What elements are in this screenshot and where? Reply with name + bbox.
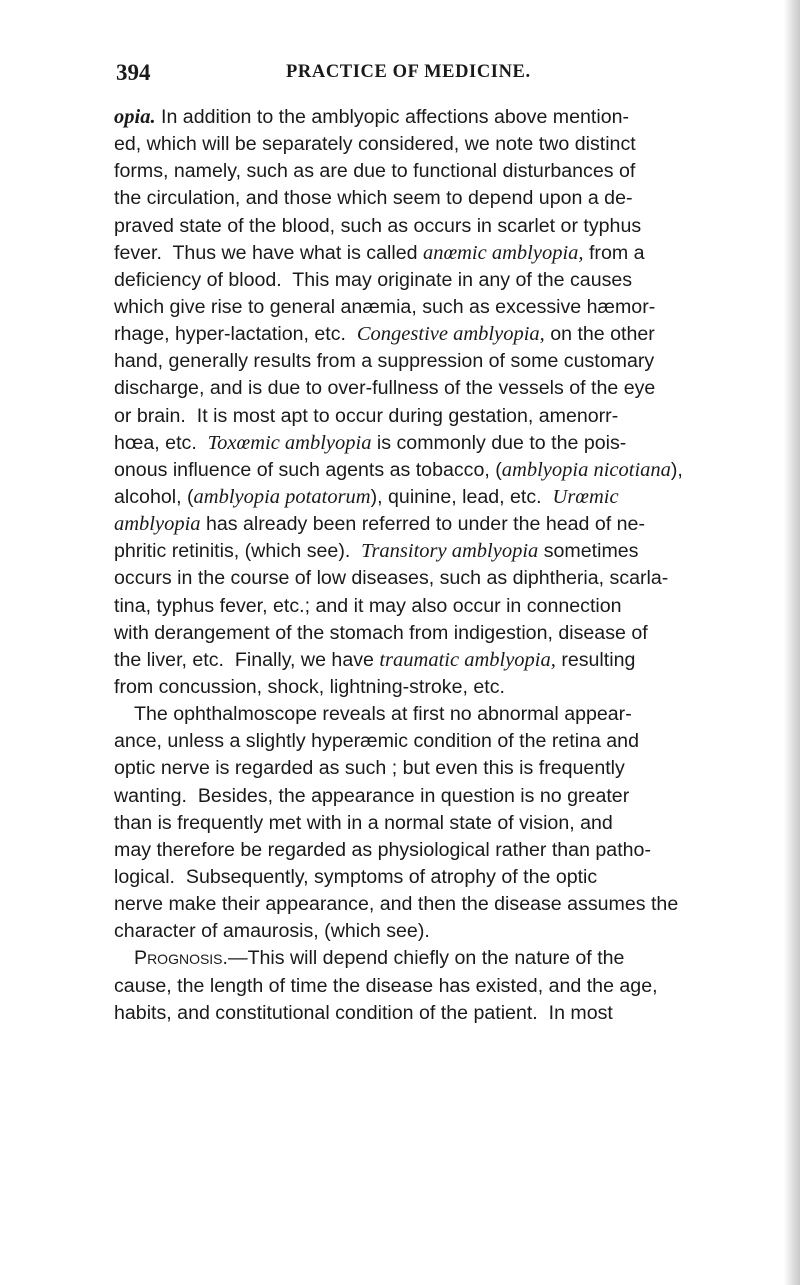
text-line: the circulation, and those which seem to depend upon a de-	[114, 187, 633, 210]
text-line: habits, and constitutional condition of the patient. In most	[114, 1001, 613, 1024]
text-line: occurs in the course of low diseases, such as diphtheria, scarla-	[114, 567, 669, 590]
text-line: fever. Thus we have what is called anœmic amblyopia, from a	[114, 241, 645, 264]
page-header	[116, 60, 756, 88]
text-line: wanting. Besides, the appearance in question is no greater	[114, 784, 630, 807]
text-line: which give rise to general anæmia, such as excessive hæmor-	[114, 295, 656, 318]
text-line: tina, typhus fever, etc.; and it may also occur in connection	[114, 594, 622, 617]
text-line: or brain. It is most apt to occur during gestation, amenorr-	[114, 404, 619, 427]
text-line: discharge, and is due to over-fullness of the vessels of the eye	[114, 377, 656, 400]
page-edge-shadow	[784, 0, 800, 1285]
text-line: forms, namely, such as are due to functional disturbances of	[114, 160, 636, 183]
text-line: cause, the length of time the disease has existed, and the age,	[114, 974, 658, 997]
italic-term: amblyopia nicotiana	[501, 458, 671, 481]
text-line: alcohol, (amblyopia potatorum), quinine, lead, etc. Urœmic	[114, 485, 619, 508]
text-line: ed, which will be separately considered, we note two distinct	[114, 133, 636, 156]
text-line: logical. Subsequently, symptoms of atrophy of the optic	[114, 865, 598, 888]
text-line: amblyopia has already been referred to under the head of ne-	[114, 513, 645, 536]
text-line: hœa, etc. Toxœmic amblyopia is commonly due to the pois-	[114, 431, 627, 454]
text-line: praved state of the blood, such as occurs in scarlet or typhus	[114, 214, 642, 237]
body-text	[114, 104, 764, 1027]
text-line: rhage, hyper-lactation, etc. Congestive amblyopia, on the other	[114, 323, 655, 346]
text-line: from concussion, shock, lightning-stroke, etc.	[114, 675, 505, 698]
text-line: with derangement of the stomach from indigestion, disease of	[114, 621, 648, 644]
italic-term: amblyopia potatorum	[193, 485, 371, 508]
italic-term: Toxœmic amblyopia	[207, 431, 372, 454]
italic-term: traumatic amblyopia,	[379, 648, 556, 671]
italic-term: opia.	[114, 106, 156, 128]
italic-term: Congestive amblyopia,	[356, 323, 545, 346]
page-number: 394	[116, 60, 151, 85]
text-line: the liver, etc. Finally, we have traumatic amblyopia, resulting	[114, 648, 636, 671]
italic-term: amblyopia	[114, 513, 201, 536]
text-line: optic nerve is regarded as such ; but even this is frequently	[114, 757, 625, 780]
text-line: The ophthalmoscope reveals at first no abnormal appear-	[134, 703, 632, 726]
text-line: Prognosis.—This will depend chiefly on the nature of the	[134, 947, 625, 970]
section-heading: Prognosis.	[134, 947, 228, 970]
text-line: may therefore be regarded as physiological rather than patho-	[114, 838, 651, 861]
text-line: onous influence of such agents as tobacco, (amblyopia nicotiana),	[114, 458, 683, 481]
running-head: PRACTICE OF MEDICINE.	[286, 62, 531, 82]
text-line: deficiency of blood. This may originate in any of the causes	[114, 268, 633, 291]
italic-term: Transitory amblyopia	[361, 540, 539, 563]
italic-term: anœmic amblyopia,	[422, 241, 584, 264]
text-line: phritic retinitis, (which see). Transitory amblyopia sometimes	[114, 540, 639, 563]
text-line: than is frequently met with in a normal state of vision, and	[114, 811, 613, 834]
text-line: hand, generally results from a suppression of some customary	[114, 350, 655, 373]
italic-term: Urœmic	[552, 485, 619, 508]
text-line: ance, unless a slightly hyperæmic condition of the retina and	[114, 730, 639, 753]
text-line: character of amaurosis, (which see).	[114, 920, 430, 943]
text-line: opia. In addition to the amblyopic affections above mention-	[114, 106, 630, 128]
text-line: nerve make their appearance, and then the disease assumes the	[114, 893, 679, 916]
